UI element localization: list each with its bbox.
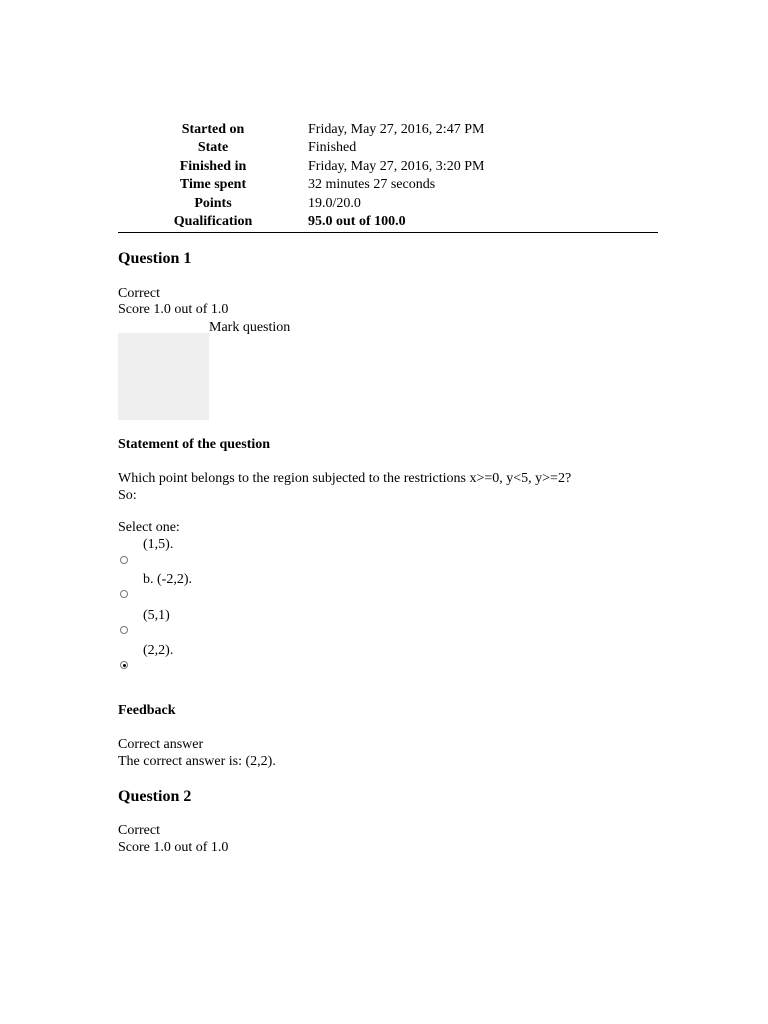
select-one-label: Select one: bbox=[118, 520, 180, 535]
radio-button-selected[interactable] bbox=[120, 661, 128, 669]
question-1-status: Correct bbox=[118, 286, 160, 301]
answer-option-label[interactable]: (5,1) bbox=[143, 608, 170, 623]
summary-label: Points bbox=[194, 195, 232, 211]
question-1-title: Question 1 bbox=[118, 250, 192, 267]
question-suffix: So: bbox=[118, 488, 137, 503]
summary-label: Finished in bbox=[179, 158, 247, 174]
question-2-title: Question 2 bbox=[118, 788, 192, 805]
summary-value: 19.0/20.0 bbox=[308, 195, 361, 211]
summary-label: Time spent bbox=[179, 177, 247, 193]
summary-row-points bbox=[118, 195, 658, 213]
summary-label: State bbox=[197, 140, 229, 156]
summary-value: 95.0 out of 100.0 bbox=[308, 213, 406, 229]
mark-question-link[interactable]: Mark question bbox=[209, 320, 291, 335]
feedback-text: The correct answer is: (2,2). bbox=[118, 754, 276, 769]
answer-option-label[interactable]: (2,2). bbox=[143, 643, 174, 658]
summary-row-finished-in bbox=[118, 158, 658, 176]
radio-button[interactable] bbox=[120, 626, 128, 634]
summary-label: Started on bbox=[181, 122, 245, 137]
feedback-heading: Feedback bbox=[118, 703, 176, 718]
summary-value: 32 minutes 27 seconds bbox=[308, 177, 436, 193]
radio-button[interactable] bbox=[120, 556, 128, 564]
radio-button[interactable] bbox=[120, 590, 128, 598]
question-text: Which point belongs to the region subjected to the restrictions x>=0, y<5, y>=2? bbox=[118, 471, 572, 486]
answer-option-label[interactable]: b. (-2,2). bbox=[143, 572, 192, 587]
question-2-status: Correct bbox=[118, 823, 160, 838]
attempt-summary-table bbox=[118, 121, 658, 233]
question-1-score: Score 1.0 out of 1.0 bbox=[118, 302, 229, 317]
feedback-status: Correct answer bbox=[118, 737, 204, 752]
question-2-score: Score 1.0 out of 1.0 bbox=[118, 840, 229, 855]
summary-label: Qualification bbox=[173, 213, 253, 229]
answer-option-label[interactable]: (1,5). bbox=[143, 537, 174, 552]
statement-heading: Statement of the question bbox=[118, 437, 271, 452]
summary-value: Finished bbox=[308, 140, 357, 156]
summary-row-started-on bbox=[118, 121, 658, 139]
summary-value: Friday, May 27, 2016, 3:20 PM bbox=[308, 158, 485, 174]
summary-row-qualification bbox=[118, 213, 658, 231]
summary-row-state bbox=[118, 139, 658, 157]
flag-question-image[interactable] bbox=[118, 333, 209, 420]
summary-value: Friday, May 27, 2016, 2:47 PM bbox=[308, 122, 485, 137]
summary-row-time-spent bbox=[118, 176, 658, 194]
